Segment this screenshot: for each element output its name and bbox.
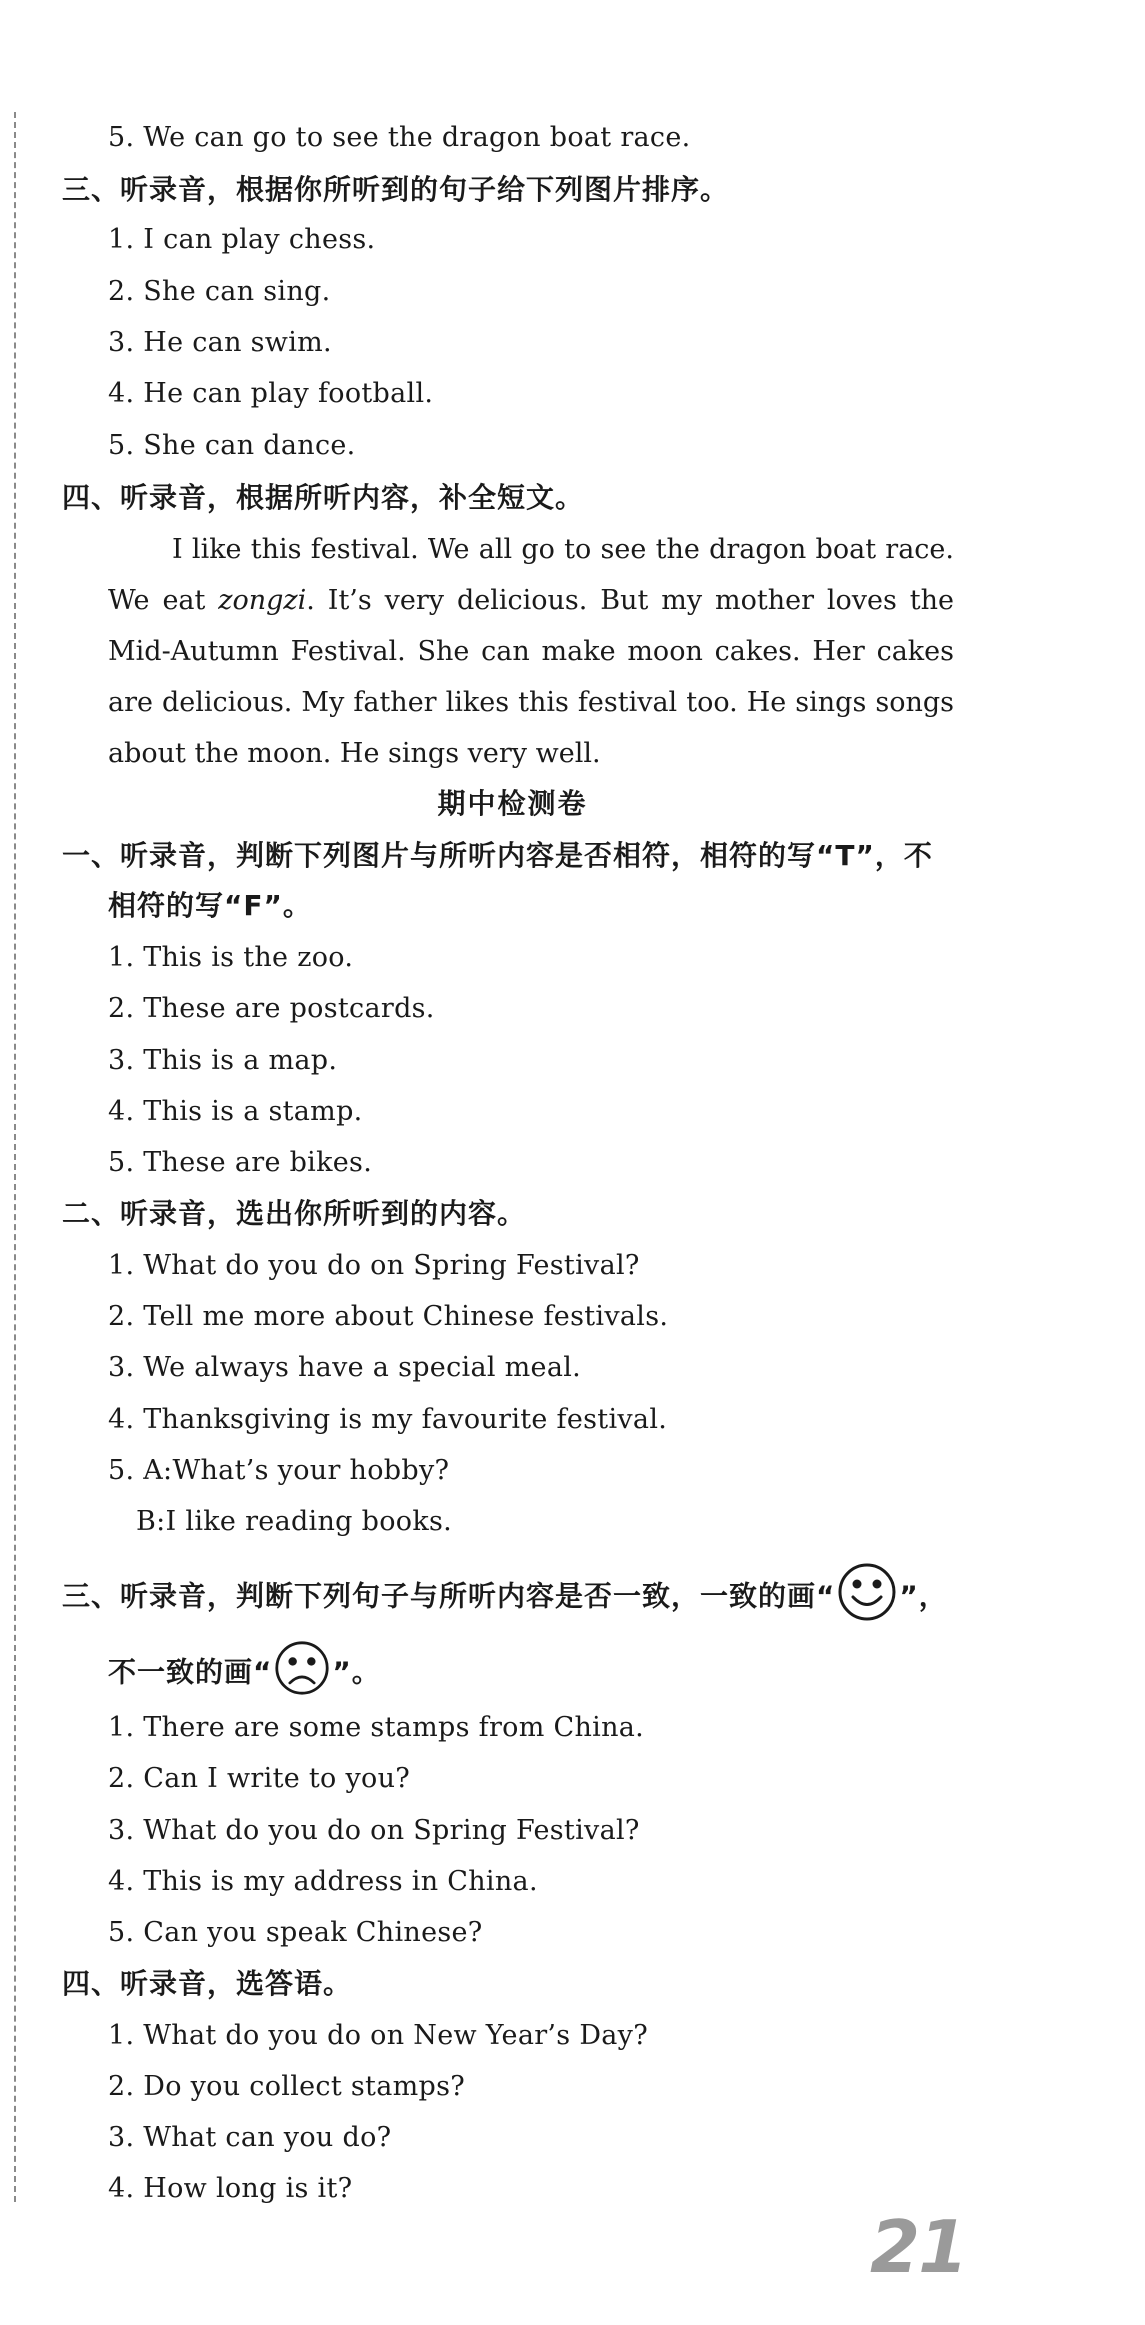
smiley-face-icon: [837, 1562, 897, 1633]
mid-part2-item-4: 4. Thanksgiving is my favourite festival.: [108, 1404, 668, 1435]
part3-prev-item-3: 3. He can swim.: [108, 327, 332, 358]
paragraph-italic-word: zongzi: [218, 585, 307, 616]
mid-part4-item-2: 2. Do you collect stamps?: [108, 2071, 466, 2102]
part3-prev-item-2: 2. She can sing.: [108, 276, 331, 307]
mid-part2-item-2: 2. Tell me more about Chinese festivals.: [108, 1301, 669, 1332]
mid-part3-heading-text-b: ”，: [899, 1579, 948, 1613]
mid-part1-item-4: 4. This is a stamp.: [108, 1096, 363, 1127]
mid-part1-heading-line1: 一、听录音，判断下列图片与所听内容是否相符，相符的写“T”，不: [62, 839, 933, 872]
paragraph-text-b: . It’s very delicious. But my mother loves the Mid-Autumn Festival. She can make moon cakes. Her cakes are delicious. My father likes this festival too. He sings songs about the moon. He sings very well.: [108, 585, 954, 769]
mid-part1-item-1: 1. This is the zoo.: [108, 942, 354, 973]
paragraph-text-a: I like this festival. We all go to see the dragon boat race. We eat: [108, 534, 954, 616]
mid-part3-item-4: 4. This is my address in China.: [108, 1866, 538, 1897]
mid-part2-item-1: 1. What do you do on Spring Festival?: [108, 1250, 640, 1281]
mid-part4-heading: 四、听录音，选答语。: [62, 1967, 353, 2000]
mid-part2-item-5a: 5. A:What’s your hobby?: [108, 1455, 450, 1486]
mid-part3-item-2: 2. Can I write to you?: [108, 1763, 411, 1794]
midterm-title: 期中检测卷: [437, 787, 588, 820]
mid-part3-item-1: 1. There are some stamps from China.: [108, 1712, 645, 1743]
mid-part1-item-5: 5. These are bikes.: [108, 1147, 373, 1178]
part3-prev-item-1: 1. I can play chess.: [108, 224, 376, 255]
part3-prev-item-4: 4. He can play football.: [108, 378, 434, 409]
mid-part4-item-4: 4. How long is it?: [108, 2173, 353, 2204]
page-number: 21: [870, 2205, 967, 2289]
sad-face-icon: [274, 1640, 330, 1707]
part4-prev-paragraph: [108, 524, 954, 779]
prev-q5: 5. We can go to see the dragon boat race.: [108, 122, 691, 153]
part3-prev-heading: 三、听录音，根据你所听到的句子给下列图片排序。: [62, 173, 730, 206]
mid-part1-item-2: 2. These are postcards.: [108, 993, 435, 1024]
mid-part1-heading-line2: 相符的写“F”。: [108, 889, 312, 922]
mid-part3-item-5: 5. Can you speak Chinese?: [108, 1917, 483, 1948]
cut-line: [14, 112, 16, 2202]
mid-part2-heading: 二、听录音，选出你所听到的内容。: [62, 1197, 527, 1230]
mid-part1-item-3: 3. This is a map.: [108, 1045, 338, 1076]
part4-prev-heading: 四、听录音，根据所听内容，补全短文。: [62, 481, 585, 514]
mid-part3-item-3: 3. What do you do on Spring Festival?: [108, 1815, 640, 1846]
mid-part4-item-1: 1. What do you do on New Year’s Day?: [108, 2020, 649, 2051]
mid-part4-item-3: 3. What can you do?: [108, 2122, 392, 2153]
part3-prev-item-5: 5. She can dance.: [108, 430, 356, 461]
mid-part2-item-3: 3. We always have a special meal.: [108, 1352, 582, 1383]
mid-part3-heading-text-d: ”。: [332, 1655, 381, 1689]
mid-part3-heading-text-c: 不一致的画“: [108, 1655, 273, 1689]
mid-part3-heading-text-a: 三、听录音，判断下列句子与所听内容是否一致，一致的画“: [62, 1579, 836, 1613]
mid-part3-heading-line2: [108, 1640, 381, 1707]
mid-part2-item-5b: B:I like reading books.: [136, 1506, 453, 1537]
mid-part3-heading-line1: [62, 1562, 948, 1633]
